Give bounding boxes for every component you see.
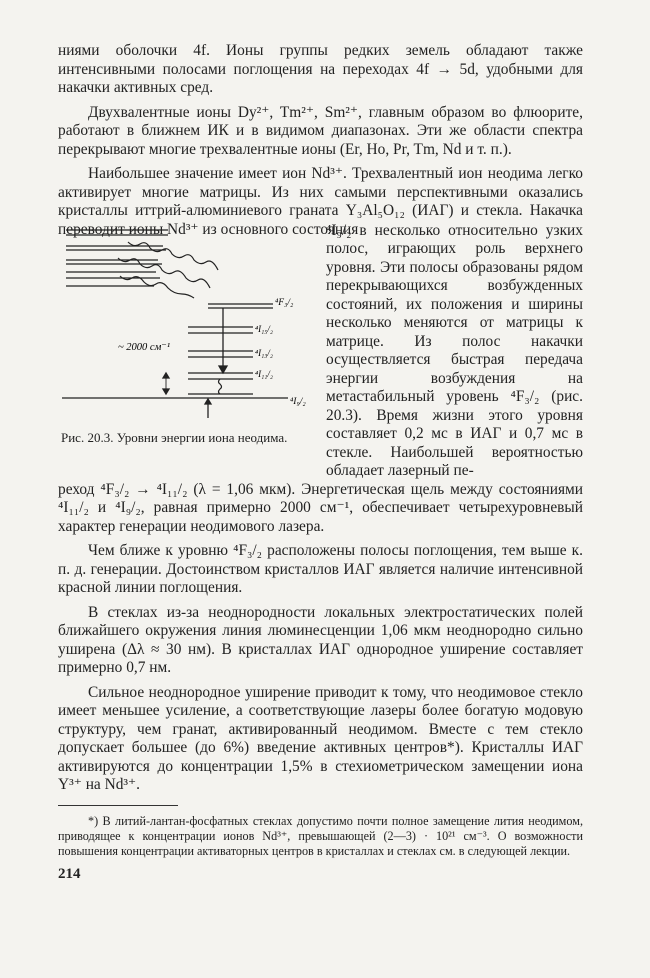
- gap-label: ~ 2000 см⁻¹: [118, 341, 170, 353]
- page-body: [58, 42, 583, 883]
- paragraph-6: Сильное неоднородное уширение приводит к тому, что неодимовое стекло имеет меньшее усиление, а соответствующие лазеры более богатую модовую структуру, чем гранат, активированный неодимом. Вместе с тем стекло допускает большее (до 6%) введение активных центров*). Кристаллы ИАГ активируются до концентрации 1,5% в стехиометрическом замещении иона Y³⁺ на Nd³⁺.: [58, 683, 583, 793]
- footnote: *) В литий-лантан-фосфатных стеклах допустимо почти полное замещение лития неодимом, приводящее к концентрации ионов Nd³⁺, превышающей (2—3) · 10²¹ см⁻³. О возможности повышения концентрации активаторных центров в кристаллах и стеклах см. в следующей лекции.: [58, 813, 583, 858]
- paragraph-5: В стеклах из-за неоднородности локальных электростатических полей ближайшего окружения линия люминесценции 1,06 мкм неоднородно сильно уширена (Δλ ≈ 30 нм). В кристаллах ИАГ однородное уширение составляет примерно 0,7 нм.: [58, 603, 583, 676]
- paragraph-2: Двухвалентные ионы Dy²⁺, Tm²⁺, Sm²⁺, главным образом во флюорите, работают в ближнем ИК и в видимом диапазонах. Эти же области спектра перекрывают многие трехвалентные ионы (Er, Ho, Pr, Tm, Nd и т. п.).: [58, 103, 583, 158]
- footnote-divider: [58, 805, 178, 806]
- side-text: [326, 222, 583, 481]
- paragraph-3-side: ⁴I₉/₂ в несколько относительно узких полос, играющих роль верхнего уровня. Эти полосы образованы рядом перекрывающихся возбужденных состояний, их положения и ширины несколько меняются от матрицы к матрице. Из полос накачки осуществляется быстрая передача энергии возбуждения на метастабильный уровень ⁴F₃/₂ (рис. 20.3). Время жизни этого уровня составляет 0,2 мс в ИАГ и 0,7 мс в стекле. Наибольшей вероятностью обладает лазерный пе-: [326, 221, 583, 479]
- energy-level-diagram: [58, 222, 320, 422]
- paragraph-3: Наибольшее значение имеет ион Nd³⁺. Трехвалентный ион неодима легко активирует многие матрицы. Из них самыми перспективными оказались кристаллы иттрий-алюминиевого граната Y₃Al₅O₁₂ (ИАГ) и стекла. Накачка переводит ионы Nd³⁺ из основного состояния: [58, 165, 583, 238]
- level-i132-label: ⁴I₁₃/₂: [255, 347, 274, 358]
- figure-with-text: [58, 222, 583, 481]
- paragraph-4: Чем ближе к уровню ⁴F₃/₂ расположены полосы поглощения, тем выше к. п. д. генерации. Достоинством кристаллов ИАГ является наличие интенсивной красной линии поглощения.: [58, 542, 583, 596]
- level-f32-label: ⁴F₃/₂: [275, 297, 294, 308]
- paragraph-1: ниями оболочки 4f. Ионы группы редких земель обладают также интенсивными полосами поглощения на переходах 4f → 5d, удобными для накачки активных сред.: [58, 42, 583, 96]
- energy-level-figure: [58, 222, 320, 446]
- figure-caption: Рис. 20.3. Уровни энергии иона неодима.: [61, 429, 288, 445]
- level-i112-label: ⁴I₁₁/₂: [255, 368, 274, 379]
- page-number: 214: [58, 865, 81, 882]
- level-i92-label: ⁴I₉/₂: [290, 396, 306, 407]
- level-i152-label: ⁴I₁₅/₂: [255, 323, 274, 334]
- paragraph-3-end: реход ⁴F₃/₂ → ⁴I₁₁/₂ (λ = 1,06 мкм). Энергетическая щель между состояниями ⁴I₁₁/₂ и ⁴I₉/₂, равная примерно 2000 см⁻¹, обеспечивает четырехуровневый характер генерации неодимового лазера.: [58, 480, 583, 535]
